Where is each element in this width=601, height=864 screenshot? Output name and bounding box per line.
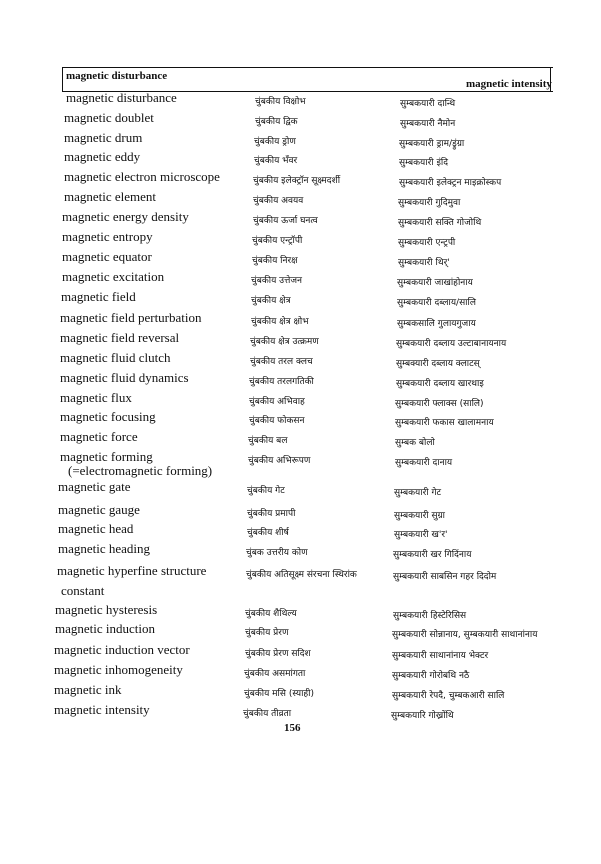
entry-bodo-term: सुम्बकयारी फ्लाक्स (सालि)	[395, 399, 484, 409]
header-first-term: magnetic disturbance	[66, 70, 168, 82]
entry-bodo-term: सुम्बकयारी रेपदै, चुम्बकआरी सालि	[392, 691, 505, 701]
entry-english-term	[55, 622, 155, 636]
entry-english-term	[61, 290, 136, 304]
entry-hindi-term: चुंबकीय अवयव	[253, 196, 304, 206]
entry-english-term	[60, 331, 179, 345]
entry-hindi-term: चुंबकीय असमांगता	[244, 669, 306, 679]
entry-english-term	[64, 190, 156, 204]
english-term-text: magnetic fluid dynamics	[60, 370, 189, 385]
page-number: 156	[284, 722, 301, 734]
entry-english-term	[54, 663, 183, 677]
entry-english-term	[62, 250, 152, 264]
entry-hindi-term: चुंबकीय शीर्ष	[247, 528, 289, 538]
english-term-text: magnetic energy density	[62, 209, 189, 224]
entry-bodo-term: सुम्बकयारि गोख्रोंथि	[391, 711, 454, 721]
entry-english-term	[60, 430, 138, 444]
entry-hindi-term: चुंबकीय अतिसूक्ष्म संरचना स्थिरांक	[246, 570, 357, 580]
english-term-text: magnetic drum	[64, 130, 143, 145]
entry-bodo-term: सुम्बकयारी फकास खालामनाय	[395, 418, 494, 428]
entry-hindi-term: चुंबकीय गेट	[247, 486, 285, 496]
entry-hindi-term: चुंबकीय भँवर	[254, 156, 298, 166]
english-term-text: magnetic element	[64, 189, 157, 204]
entry-bodo-term: सुम्बकयारी ड्राम/ड्रुंग्रा	[399, 139, 465, 149]
entry-bodo-term: सुम्बकयारी गुदिमुवा	[398, 198, 461, 208]
entry-english-term	[64, 111, 154, 125]
entry-hindi-term: चुंबकीय शैथिल्य	[245, 609, 297, 619]
english-term-text: magnetic hyperfine structure	[57, 563, 207, 578]
entry-bodo-term: सुम्बकयारी सोन्नानाय, सुम्बकयारी साथानांनाय	[392, 630, 538, 640]
entry-english-term	[60, 351, 170, 365]
entry-hindi-term: चुंबकीय प्रमापी	[247, 509, 296, 519]
entry-hindi-term: चुंबकीय प्रेरण सदिश	[245, 649, 311, 659]
english-term-text: magnetic flux	[60, 390, 132, 405]
english-term-text: magnetic inhomogeneity	[54, 662, 183, 677]
entry-bodo-term: सुम्बकयारी सुग्रा	[394, 511, 445, 521]
entry-hindi-term: चुंबकीय तरल क्लच	[250, 357, 313, 367]
entry-hindi-term: चुंबकीय इलेक्ट्रॉन सूक्ष्मदर्शी	[253, 176, 341, 186]
english-term-text: magnetic forming	[60, 449, 153, 464]
entry-hindi-term: चुंबक उत्तरीय कोण	[246, 548, 308, 558]
entry-english-term	[64, 170, 220, 184]
entry-english-term	[55, 603, 157, 617]
entry-hindi-term: चुंबकीय क्षेत्र	[251, 296, 291, 306]
english-term-text: magnetic entropy	[62, 229, 153, 244]
entry-bodo-term: सुम्बकयारी एन्ट्रपी	[398, 238, 456, 248]
english-term-text: magnetic force	[60, 429, 138, 444]
english-term-text: magnetic focusing	[60, 409, 156, 424]
entry-bodo-term: सुम्बकयारी दब्लाय उल्टाबानायनाय	[396, 339, 507, 349]
entry-hindi-term: चुंबकीय विक्षोभ	[255, 97, 306, 107]
english-term-text: magnetic electron microscope	[64, 169, 220, 184]
entry-hindi-term: चुंबकीय फोकसन	[249, 416, 305, 426]
entry-bodo-term: सुम्बकयारी दानाय	[395, 458, 453, 468]
english-term-text: magnetic field	[61, 289, 136, 304]
entry-english-term	[64, 131, 142, 145]
english-term-text: magnetic excitation	[62, 269, 165, 284]
entry-bodo-term: सुम्बकयारी सक्ति गोजोथि	[398, 218, 482, 228]
entry-english-term	[60, 371, 189, 385]
entry-hindi-term: चुंबकीय उत्तेजन	[251, 276, 303, 286]
header-last-term: magnetic intensity	[466, 78, 552, 90]
entry-hindi-term: चुंबकीय प्रेरण	[245, 628, 289, 638]
english-term-text: magnetic field perturbation	[60, 310, 202, 325]
entry-english-term	[62, 270, 164, 284]
entry-hindi-term: चुंबकीय मसि (स्याही)	[244, 689, 315, 699]
english-term-text: magnetic gauge	[58, 502, 140, 517]
entry-english-term	[54, 703, 150, 717]
entry-hindi-term: चुंबकीय द्विक	[255, 117, 298, 127]
entry-english-term	[60, 311, 202, 325]
entry-english-term	[60, 450, 212, 478]
entry-hindi-term: चुंबकीय तीव्रता	[243, 709, 292, 719]
entry-bodo-term: सुम्बकयारी दब्लाय/सालि	[397, 298, 476, 308]
entry-english-term	[58, 503, 140, 517]
entry-bodo-term: सुम्बक्यारी दब्लाय क्लाटस्	[396, 359, 480, 369]
english-term-text: magnetic intensity	[54, 702, 150, 717]
entry-english-term	[62, 230, 153, 244]
english-term-text: magnetic head	[58, 521, 134, 536]
entry-english-term	[64, 150, 140, 164]
entry-english-term	[66, 91, 177, 105]
english-term-text: magnetic doublet	[64, 110, 154, 125]
entry-bodo-term: सुम्बकयारी दान्थि	[400, 99, 456, 109]
entry-english-term	[60, 391, 132, 405]
entry-hindi-term: चुंबकीय अभिवाह	[249, 397, 305, 407]
entry-english-term	[54, 683, 122, 697]
entry-bodo-term: सुम्बकयारी इलेक्ट्रन माइक्रोस्कप	[399, 178, 502, 188]
english-term-text: magnetic induction	[55, 621, 156, 636]
entry-bodo-term: सुम्बकयारी थिर्'	[398, 258, 450, 268]
entry-english-term	[62, 210, 189, 224]
entry-english-term	[57, 564, 206, 598]
entry-bodo-term: सुम्बक बोलो	[395, 438, 435, 448]
english-term-continuation: constant	[61, 583, 105, 598]
english-term-text: magnetic disturbance	[66, 90, 177, 105]
english-term-text: magnetic hysteresis	[55, 602, 158, 617]
entry-bodo-term: सुम्बकयारी गेट	[394, 488, 442, 498]
entry-english-term	[60, 410, 156, 424]
entry-hindi-term: चुंबकीय निरक्ष	[252, 256, 298, 266]
entry-bodo-term: सुम्बकयारी नैमोन	[400, 119, 456, 129]
entry-bodo-term: सुम्बकयारी गोरोबथि नठै	[392, 671, 470, 681]
entry-bodo-term: सुम्बकसालि गुलायगुजाय	[397, 319, 476, 329]
entry-hindi-term: चुंबकीय क्षेत्र उत्क्रमण	[250, 337, 319, 347]
english-term-text: magnetic ink	[54, 682, 122, 697]
entry-bodo-term: सुम्बकयारी हिस्टेरिसिस	[393, 611, 467, 621]
entry-hindi-term: चुंबकीय ऊर्जा घनत्व	[253, 216, 318, 226]
entry-hindi-term: चुंबकीय अभिरूपण	[248, 456, 311, 466]
entry-english-term	[58, 480, 131, 494]
entry-english-term	[54, 643, 190, 657]
entry-bodo-term: सुम्बकयारी इंदि	[399, 158, 449, 168]
entry-bodo-term: सुम्बकयारी जाखांहोनाय	[397, 278, 473, 288]
entry-bodo-term: सुम्बकयारी साथानांनाय भेक्टर	[392, 651, 489, 661]
entry-hindi-term: चुंबकीय ड्रोण	[254, 137, 296, 147]
entry-bodo-term: सुम्बकयारी ख'र'	[394, 530, 448, 540]
english-term-continuation: (=electromagnetic forming)	[68, 463, 213, 478]
english-term-text: magnetic gate	[58, 479, 131, 494]
entry-hindi-term: चुंबकीय तरलगतिकी	[249, 377, 314, 387]
entry-hindi-term: चुंबकीय एन्ट्रॉपी	[252, 236, 303, 246]
english-term-text: magnetic fluid clutch	[60, 350, 171, 365]
entry-english-term	[58, 542, 150, 556]
english-term-text: magnetic field reversal	[60, 330, 180, 345]
entry-bodo-term: सुम्बकयारी साबसिन गहर दिदोम	[393, 572, 497, 582]
entry-hindi-term: चुंबकीय क्षेत्र क्षोभ	[251, 317, 309, 327]
entry-hindi-term: चुंबकीय बल	[248, 436, 288, 446]
entry-bodo-term: सुम्बकयारी खर गिदिंनाय	[393, 550, 472, 560]
entry-english-term	[58, 522, 133, 536]
entry-bodo-term: सुम्बकयारी दब्लाय खारथाइ	[396, 379, 484, 389]
english-term-text: magnetic equator	[62, 249, 152, 264]
english-term-text: magnetic induction vector	[54, 642, 190, 657]
english-term-text: magnetic heading	[58, 541, 151, 556]
english-term-text: magnetic eddy	[64, 149, 141, 164]
